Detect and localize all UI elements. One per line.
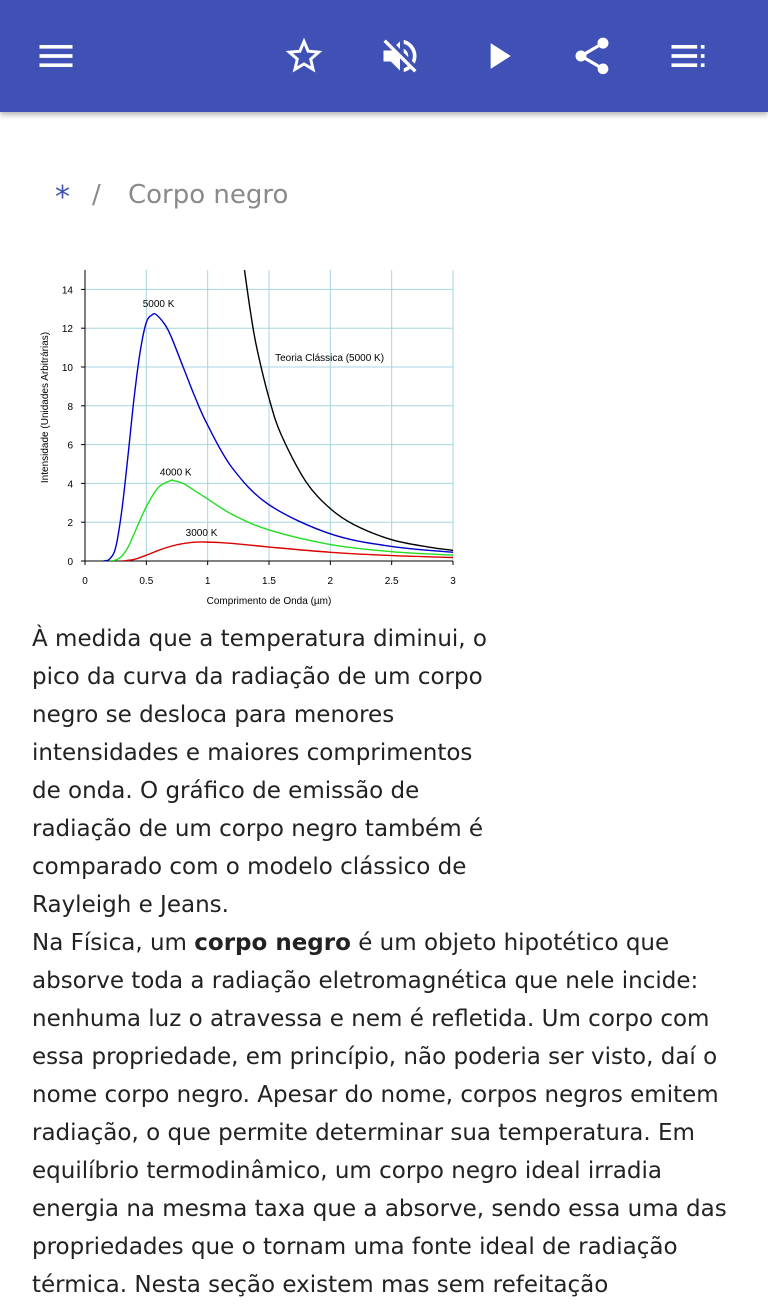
- y-tick-label: 6: [67, 440, 73, 452]
- chart-svg: [32, 262, 472, 612]
- breadcrumb-current: Corpo negro: [128, 180, 289, 210]
- share-icon: [570, 34, 614, 78]
- x-tick-label: 1: [204, 576, 211, 587]
- series-annotation: 3000 K: [185, 527, 218, 539]
- y-tick-label: 4: [67, 479, 73, 491]
- breadcrumb-root-link[interactable]: *: [55, 180, 70, 215]
- intro-rest: é um objeto hipotético que absorve toda a radiação eletromagnética que nele incide: nenhuma luz o atravessa e nem é refletida. Um corpo com essa propriedade, em princípio, não poderia ser visto, daí o nome corpo negro. Apesar do nome, corpos negros emitem radiação, o que permite determinar sua temperatura. Em equilíbrio termodinâmico, um corpo negro ideal irradia energia na mesma taxa que a absorve, sendo essa uma das propriedades que o tornam uma fonte ideal de radiação térmica. Nesta seção existem mas sem refeitação: [32, 930, 727, 1298]
- y-axis-label: Intensidade (Unidades Arbitrárias): [40, 331, 51, 484]
- app-toolbar: [0, 0, 768, 112]
- x-axis-label: Comprimento de Onda (µm): [206, 596, 332, 607]
- series-line-2: [122, 542, 453, 561]
- intro-text: Na Física, um: [32, 930, 195, 956]
- volume-off-icon: [378, 34, 422, 78]
- favorite-button[interactable]: [276, 28, 332, 84]
- series-annotation: Teoria Clássica (5000 K): [275, 353, 385, 365]
- y-tick-label: 2: [67, 518, 73, 530]
- y-tick-label: 12: [61, 324, 73, 336]
- star-outline-icon: [282, 34, 326, 78]
- x-tick-label: 0: [82, 576, 88, 587]
- menu-button[interactable]: [28, 28, 84, 84]
- x-tick-label: 0.5: [139, 576, 154, 587]
- y-tick-label: 0: [67, 557, 73, 568]
- mute-button[interactable]: [372, 28, 428, 84]
- menu-icon: [34, 34, 78, 78]
- x-tick-label: 3: [450, 576, 456, 587]
- playlist-icon: [666, 34, 710, 78]
- blackbody-chart[interactable]: [32, 262, 472, 612]
- x-tick-label: 2.5: [384, 576, 399, 587]
- y-tick-label: 8: [67, 401, 73, 413]
- series-annotation: 4000 K: [159, 467, 192, 479]
- figure-caption: À medida que a temperatura diminui, o pico da curva da radiação de um corpo negro se desloca para menores intensidades e maiores comprimentos de onda. O gráfico de emissão de radiação de um corpo negro também é comparado com o modelo clássico de Rayleigh e Jeans.: [32, 626, 487, 918]
- article-paragraph: [32, 924, 744, 1304]
- x-tick-label: 1.5: [262, 576, 276, 587]
- x-tick-label: 2: [327, 576, 334, 587]
- sections-button[interactable]: [660, 28, 716, 84]
- series-line-0: [103, 314, 453, 561]
- y-tick-label: 14: [61, 285, 73, 297]
- y-tick-label: 10: [61, 363, 73, 374]
- breadcrumb: [0, 176, 768, 220]
- share-button[interactable]: [564, 28, 620, 84]
- series-annotation: 5000 K: [142, 298, 175, 310]
- play-button[interactable]: [470, 28, 526, 84]
- breadcrumb-separator: /: [92, 180, 101, 210]
- play-icon: [476, 34, 520, 78]
- term-bold[interactable]: corpo negro: [194, 930, 351, 956]
